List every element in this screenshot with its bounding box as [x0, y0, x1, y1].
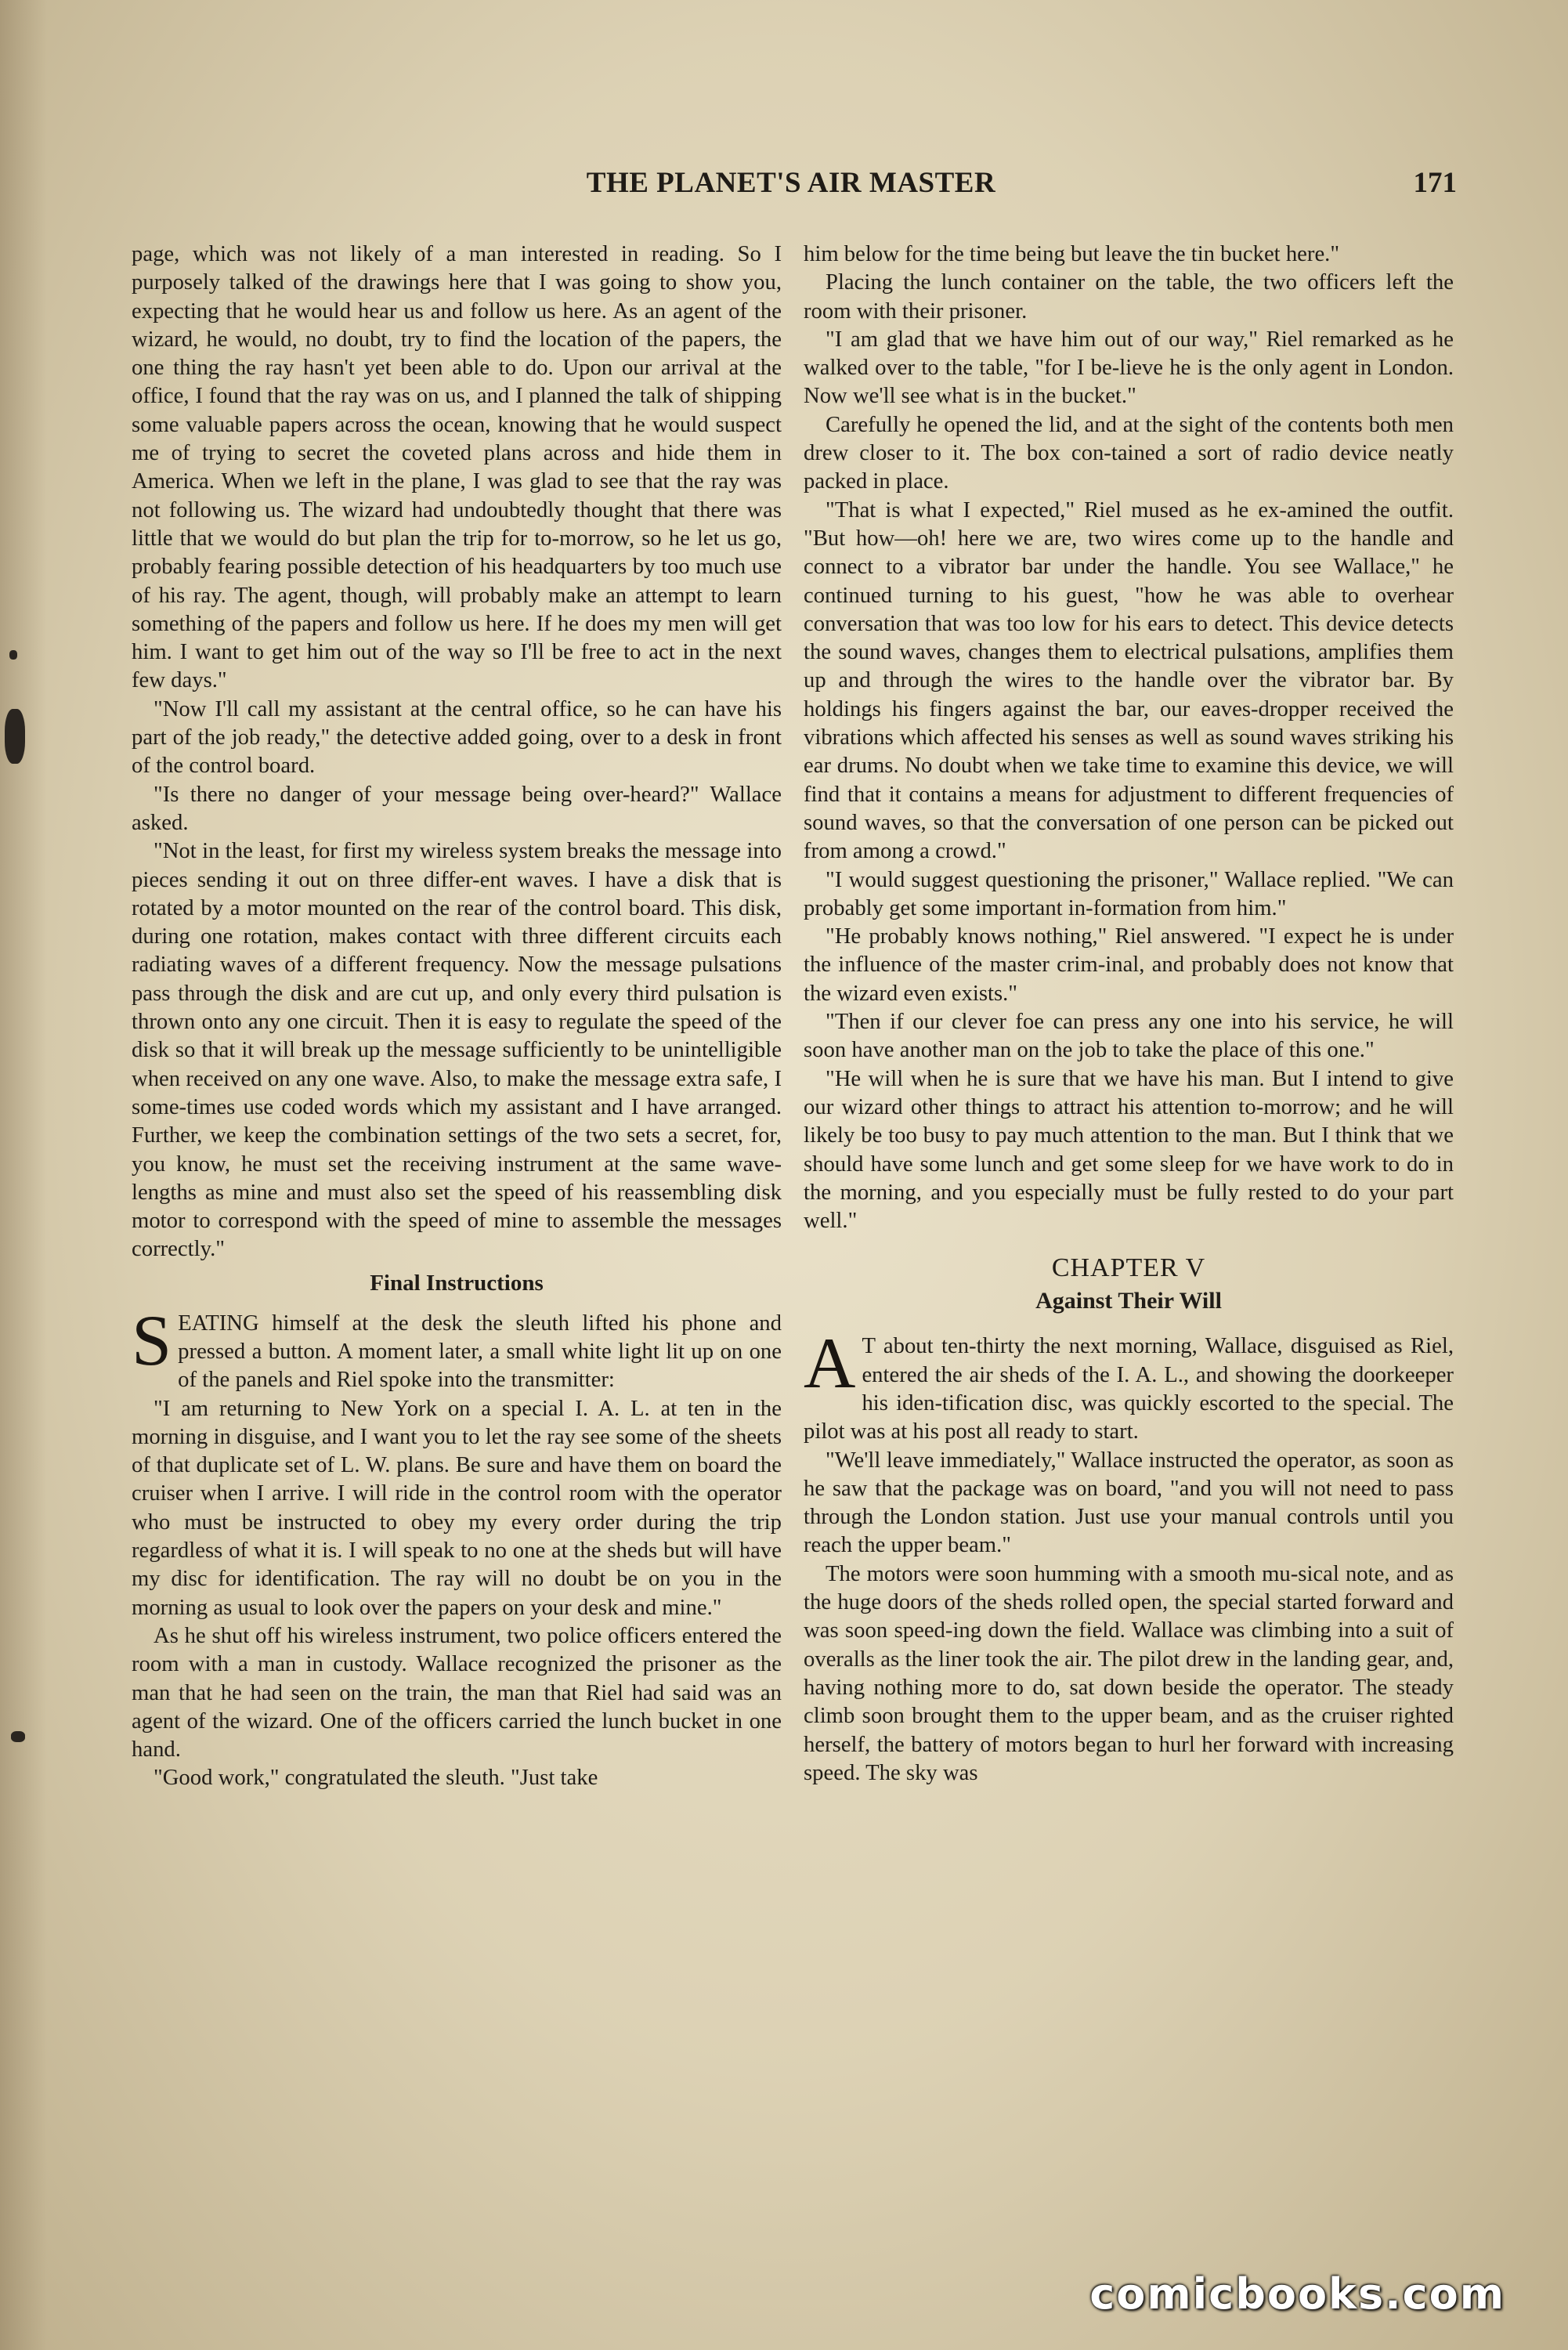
- paragraph: "I am returning to New York on a special I. A. L. at ten in the morning in disguise, and I want you to let the ray see some of the sheets of that duplicate set of L. W. plans. Be sure and have them on board the cruiser when I arrive. I will ride in the control room with the operator who must be instructed to obey my every order during the trip regardless of what it is. I will speak to no one at the sheds but will have my disc for identification. The ray will no doubt be on you in the morning as usual to look over the papers on your desk and mine.": [132, 1395, 782, 1620]
- paragraph: The motors were soon humming with a smooth mu-sical note, and as the huge doors of the sheds rolled open, the special started forward and was soon speed-ing down the field. Wallace was climbing into a suit of overalls as the liner took the air. The pilot drew in the landing gear, and, having nothing more to do, sat down beside the operator. The steady climb soon brought them to the upper beam, and as the cruiser righted herself, the battery of motors began to hurl her forward with increasing speed. The sky was: [804, 1560, 1454, 1785]
- page-edge-shadow: [0, 0, 47, 2350]
- paragraph: "He probably knows nothing," Riel answered. "I expect he is under the influence of the master crim-inal, and probably does not know that the wizard even exists.": [804, 924, 1454, 1006]
- dropcap-paragraph: [132, 1300, 782, 1394]
- left-column: [132, 240, 782, 2214]
- paragraph: As he shut off his wireless instrument, two police officers entered the room with a man in custody. Wallace recognized the prisoner as the man that he had seen on the train, the man that Riel had said was an agent of the wizard. One of the officers carried the lunch bucket in one hand.: [132, 1622, 782, 1762]
- paragraph: page, which was not likely of a man interested in reading. So I purposely talked of the drawings here that I was going to show you, expecting that he would hear us and follow us here. As an agent of the wizard, he would, no doubt, try to find the location of the papers, the one thing the ray hasn't yet been able to do. Upon our arrival at the office, I found that the ray was on us, and I planned the talk of shipping some valuable papers across the ocean, knowing that he would suspect me of trying to secret the coveted plans across and hide them in America. When we left in the plane, I was glad to see that the ray was not following us. The wizard had undoubtedly thought that there was little that we would do but plan the trip for to-morrow, so he let us go, probably fearing possible detection of his headquarters by too much use of his ray. The agent, though, will probably make an attempt to learn something of the papers and follow us here. If he does my men will get him. I want to get him out of the way so I'll be free to act in the next few days.": [132, 241, 782, 693]
- paragraph-text: EATING himself at the desk the sleuth lifted his phone and pressed a button. A moment later, a small white light lit up on one of the panels and Riel spoke into the transmitter:: [178, 1310, 782, 1393]
- site-watermark: comicbooks.com: [1089, 2269, 1505, 2319]
- paragraph: "That is what I expected," Riel mused as he ex-amined the outfit. "But how—oh! here we are, two wires come up to the handle and connect to a vibrator bar under the handle. You see Wallace," he continued turning to his guest, "how he was able to overhear conversation that was too low for his ears to detect. This device detects the sound waves, changes them to electrical pulsations, amplifies them up and through the wires to the handle over the vibrator bar. By holdings his fingers against the bar, our eaves-dropper received the vibrations which affected his senses as well as sound waves striking his ear drums. No doubt when we take time to examine this device, we will find that it contains a means for adjustment to different frequencies of sound waves, so that the conversation of one person can be picked out from among a crowd.": [804, 497, 1454, 864]
- paragraph: Placing the lunch container on the table, the two officers left the room with their prisoner.: [804, 269, 1454, 324]
- chapter-label: CHAPTER V: [1051, 1253, 1206, 1283]
- paragraph: "Then if our clever foe can press any one into his service, he will soon have another man on the job to take the place of this one.": [804, 1009, 1454, 1063]
- page-header: [125, 166, 1457, 213]
- chapter-title: Against Their Will: [1035, 1288, 1222, 1314]
- paragraph: "I would suggest questioning the prisoner," Wallace replied. "We can probably get some important in-formation from him.": [804, 866, 1454, 920]
- paragraph: him below for the time being but leave the tin bucket here.": [804, 241, 1340, 266]
- ink-blot: [5, 709, 25, 764]
- ink-blot: [9, 650, 17, 660]
- paragraph: "Is there no danger of your message being over-heard?" Wallace asked.: [132, 781, 782, 835]
- section-subheading: Final Instructions: [370, 1270, 544, 1296]
- paragraph: Carefully he opened the lid, and at the sight of the contents both men drew closer to it. The box con-tained a sort of radio device neatly packed in place.: [804, 411, 1454, 494]
- page-number: 171: [1413, 167, 1457, 199]
- dropcap-paragraph: [804, 1323, 1454, 1445]
- dropcap-letter: S: [132, 1300, 172, 1380]
- dropcap-letter: A: [804, 1323, 856, 1404]
- running-head: THE PLANET'S AIR MASTER: [586, 167, 996, 199]
- paragraph: "Not in the least, for first my wireless system breaks the message into pieces sending it out on three differ-ent waves. I have a disk that is rotated by a motor mounted on the rear of the control board. This disk, during one rotation, makes contact with three different circuits each radiating waves of a different frequency. Now the message pulsations pass through the disk and are cut up, and only every third pulsation is thrown onto any one circuit. Then it is easy to regulate the speed of the disk so that it will break up the message sufficiently to be unintelligible when received on any one wave. Also, to make the message extra safe, I some-times use coded words which my assistant and I have arranged. Further, we keep the combination settings of the two sets a secret, for, you know, he must set the receiving instrument at the same wave-lengths as mine and must also set the speed of his reassembling disk motor to correspond with the speed of mine to assemble the messages correctly.": [132, 838, 782, 1262]
- paragraph: "We'll leave immediately," Wallace instructed the operator, as soon as he saw that the package was on board, "and you will not need to pass through the London station. Just use your manual controls until you reach the upper beam.": [804, 1447, 1454, 1558]
- paragraph-text: T about ten-thirty the next morning, Wallace, disguised as Riel, entered the air sheds of the I. A. L., and showing the doorkeeper his iden-tification disc, was quickly escorted to the special. The pilot was at his post all ready to start.: [804, 1333, 1454, 1444]
- paragraph: "He will when he is sure that we have his man. But I intend to give our wizard other things to attract his attention to-morrow; and he will likely be too busy to pay much attention to the man. But I think that we should have some lunch and get some sleep for we have work to do in the morning, and you especially must be fully rested to do your part well.": [804, 1065, 1454, 1234]
- right-column: [804, 240, 1454, 2214]
- ink-blot: [11, 1731, 25, 1742]
- paragraph: "I am glad that we have him out of our way," Riel remarked as he walked over to the table, "for I be-lieve he is the only agent in London. Now we'll see what is in the bucket.": [804, 326, 1454, 409]
- paragraph: "Good work," congratulated the sleuth. "Just take: [154, 1765, 598, 1791]
- paragraph: "Now I'll call my assistant at the central office, so he can have his part of the job ready," the detective added going, over to a desk in front of the control board.: [132, 696, 782, 779]
